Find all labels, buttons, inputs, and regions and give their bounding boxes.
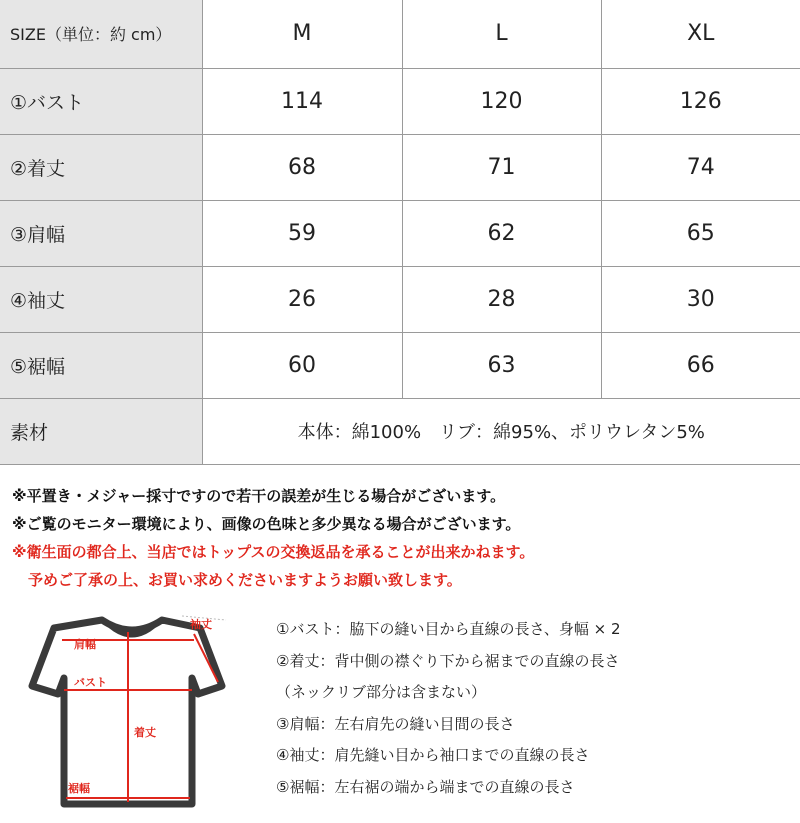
- table-row: [0, 200, 800, 266]
- cell-value: 68: [202, 134, 402, 200]
- legend-length-note: （ネックリブ部分は含まない）: [276, 683, 487, 701]
- legend-length: ②着丈：背中側の襟ぐり下から裾までの直線の長さ: [276, 651, 620, 670]
- diagram-label-sleeve: 袖丈: [190, 618, 212, 631]
- header-size-xl: XL: [601, 0, 800, 68]
- cell-value: 60: [202, 332, 402, 398]
- diagram-label-shoulder: 肩幅: [74, 638, 96, 651]
- row-label-shoulder: ③肩幅: [0, 200, 202, 266]
- measurement-diagram: [22, 606, 242, 816]
- table-row: [0, 68, 800, 134]
- cell-value: 28: [402, 266, 601, 332]
- table-header-row: [0, 0, 800, 68]
- cell-value: 74: [601, 134, 800, 200]
- notes-block: [12, 482, 792, 594]
- note-returns: ※衛生面の都合上、当店ではトップスの交換返品を承ることが出来かねます。: [12, 543, 535, 561]
- row-label-length: ②着丈: [0, 134, 202, 200]
- cell-value: 66: [601, 332, 800, 398]
- note-monitor: ※ご覧のモニター環境により、画像の色味と多少異なる場合がございます。: [12, 515, 521, 533]
- cell-value: 126: [601, 68, 800, 134]
- row-label-hem: ⑤裾幅: [0, 332, 202, 398]
- diagram-label-bust: バスト: [74, 676, 107, 689]
- table-row: [0, 266, 800, 332]
- table-row: [0, 134, 800, 200]
- cell-value: 63: [402, 332, 601, 398]
- cell-value: 30: [601, 266, 800, 332]
- table-row: [0, 332, 800, 398]
- legend-sleeve: ④袖丈：肩先縫い目から袖口までの直線の長さ: [276, 746, 590, 764]
- legend-bust: ①バスト：脇下の縫い目から直線の長さ、身幅 × 2: [276, 620, 621, 638]
- cell-value: 62: [402, 200, 601, 266]
- cell-value: 114: [202, 68, 402, 134]
- material-row: [0, 398, 800, 464]
- cell-value: 26: [202, 266, 402, 332]
- note-measurement: ※平置き・メジャー採寸ですので若干の誤差が生じる場合がございます。: [12, 487, 506, 505]
- row-label-material: 素材: [0, 398, 202, 464]
- cell-value: 120: [402, 68, 601, 134]
- cell-value: 65: [601, 200, 800, 266]
- cell-value: 59: [202, 200, 402, 266]
- diagram-label-length: 着丈: [134, 726, 156, 739]
- header-size-m: M: [202, 0, 402, 68]
- row-label-sleeve: ④袖丈: [0, 266, 202, 332]
- cell-value: 71: [402, 134, 601, 200]
- tshirt-illustration: [22, 606, 242, 816]
- header-size-l: L: [402, 0, 601, 68]
- material-value: 本体：綿100% リブ：綿95%、ポリウレタン5%: [202, 398, 800, 464]
- row-label-bust: ①バスト: [0, 68, 202, 134]
- legend-hem: ⑤裾幅：左右裾の端から端までの直線の長さ: [276, 777, 575, 796]
- note-apology: 予めご了承の上、お買い求めくださいますようお願い致します。: [28, 571, 462, 589]
- measurement-legend: [276, 614, 786, 803]
- legend-shoulder: ③肩幅：左右肩先の縫い目間の長さ: [276, 714, 515, 733]
- diagram-label-hem: 裾幅: [68, 782, 90, 795]
- header-unit-label: SIZE（単位：約 cm）: [0, 0, 202, 68]
